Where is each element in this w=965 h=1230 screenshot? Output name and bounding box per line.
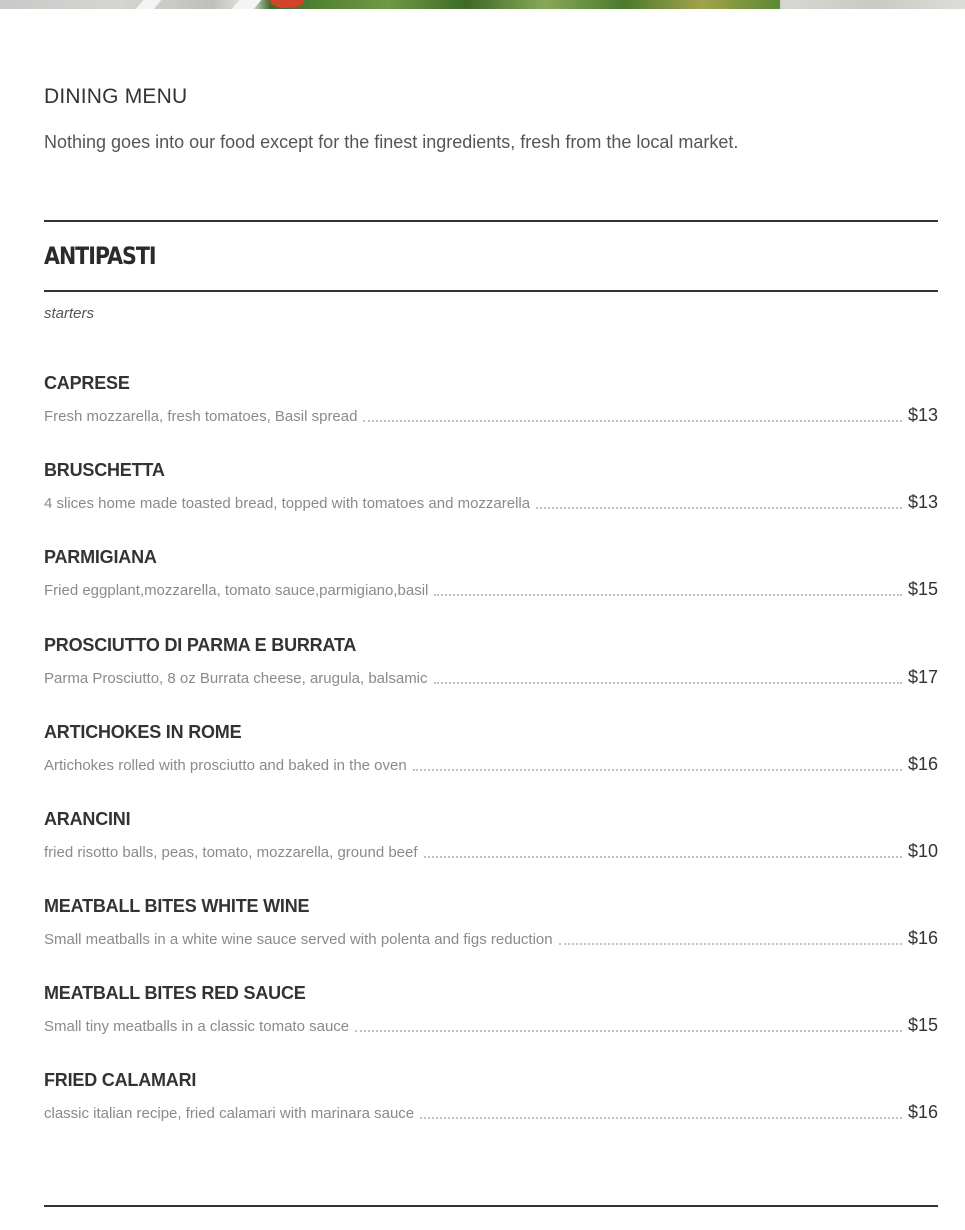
dotted-leader: [434, 594, 902, 596]
menu-item-description: fried risotto balls, peas, tomato, mozzarella, ground beef: [44, 844, 418, 861]
menu-item-name: ARANCINI: [44, 809, 131, 829]
dotted-leader: [413, 769, 902, 771]
menu-item-price: $15: [907, 579, 938, 599]
menu-item: [44, 982, 938, 1044]
menu-item-description: classic italian recipe, fried calamari with marinara sauce: [44, 1105, 415, 1122]
dotted-leader: [355, 1030, 902, 1032]
menu-item: [44, 721, 938, 783]
menu-item-description: Small meatballs in a white wine sauce served with polenta and figs reduction: [44, 931, 553, 948]
dotted-leader: [424, 856, 902, 858]
menu-item-name: BRUSCHETTA: [44, 460, 165, 480]
menu-item-description: Parma Prosciutto, 8 oz Burrata cheese, arugula, balsamic: [44, 670, 428, 687]
dotted-leader: [559, 943, 902, 945]
menu-item: [44, 634, 938, 696]
dotted-leader: [420, 1117, 902, 1119]
menu-item-price: $16: [907, 754, 938, 774]
menu-item-name: PROSCIUTTO DI PARMA E BURRATA: [44, 635, 357, 655]
section-title: ANTIPASTI: [44, 242, 156, 270]
menu-item-name: CAPRESE: [44, 373, 130, 393]
menu-item-description: 4 slices home made toasted bread, topped with tomatoes and mozzarella: [44, 495, 531, 512]
menu-item-price: $13: [907, 492, 938, 512]
menu-item-name: ARTICHOKES IN ROME: [44, 722, 242, 742]
section-bottom-rule: [44, 290, 938, 292]
menu-item: [44, 895, 938, 957]
dotted-leader: [536, 507, 902, 509]
menu-item: [44, 808, 938, 870]
section-subtitle: starters: [44, 305, 95, 322]
menu-item-price: $16: [907, 928, 938, 948]
menu-item-description: Fried eggplant,mozzarella, tomato sauce,parmigiano,basil: [44, 582, 429, 599]
menu-item: [44, 1069, 938, 1131]
menu-item: [44, 372, 938, 434]
menu-item-price: $15: [907, 1015, 938, 1035]
menu-item-price: $17: [907, 667, 938, 687]
menu-item-name: PARMIGIANA: [44, 547, 157, 567]
hero-image: [0, 0, 965, 9]
page-title: DINING MENU: [44, 85, 188, 108]
menu-item-name: MEATBALL BITES RED SAUCE: [44, 983, 306, 1003]
menu-item-description: Fresh mozzarella, fresh tomatoes, Basil spread: [44, 408, 358, 425]
menu-item-description: Small tiny meatballs in a classic tomato sauce: [44, 1018, 350, 1035]
menu-item-description: Artichokes rolled with prosciutto and baked in the oven: [44, 757, 407, 774]
menu-item-price: $10: [907, 841, 938, 861]
menu-item: [44, 459, 938, 521]
dotted-leader: [363, 420, 901, 422]
menu-item-price: $16: [907, 1102, 938, 1122]
menu-item: [44, 546, 938, 608]
next-section-top-rule: [44, 1205, 938, 1207]
menu-item-price: $13: [907, 405, 938, 425]
page-intro: Nothing goes into our food except for the finest ingredients, fresh from the local market.: [44, 132, 739, 152]
menu-item-name: MEATBALL BITES WHITE WINE: [44, 896, 310, 916]
section-top-rule: [44, 220, 938, 222]
dotted-leader: [434, 682, 902, 684]
menu-item-name: FRIED CALAMARI: [44, 1070, 197, 1090]
